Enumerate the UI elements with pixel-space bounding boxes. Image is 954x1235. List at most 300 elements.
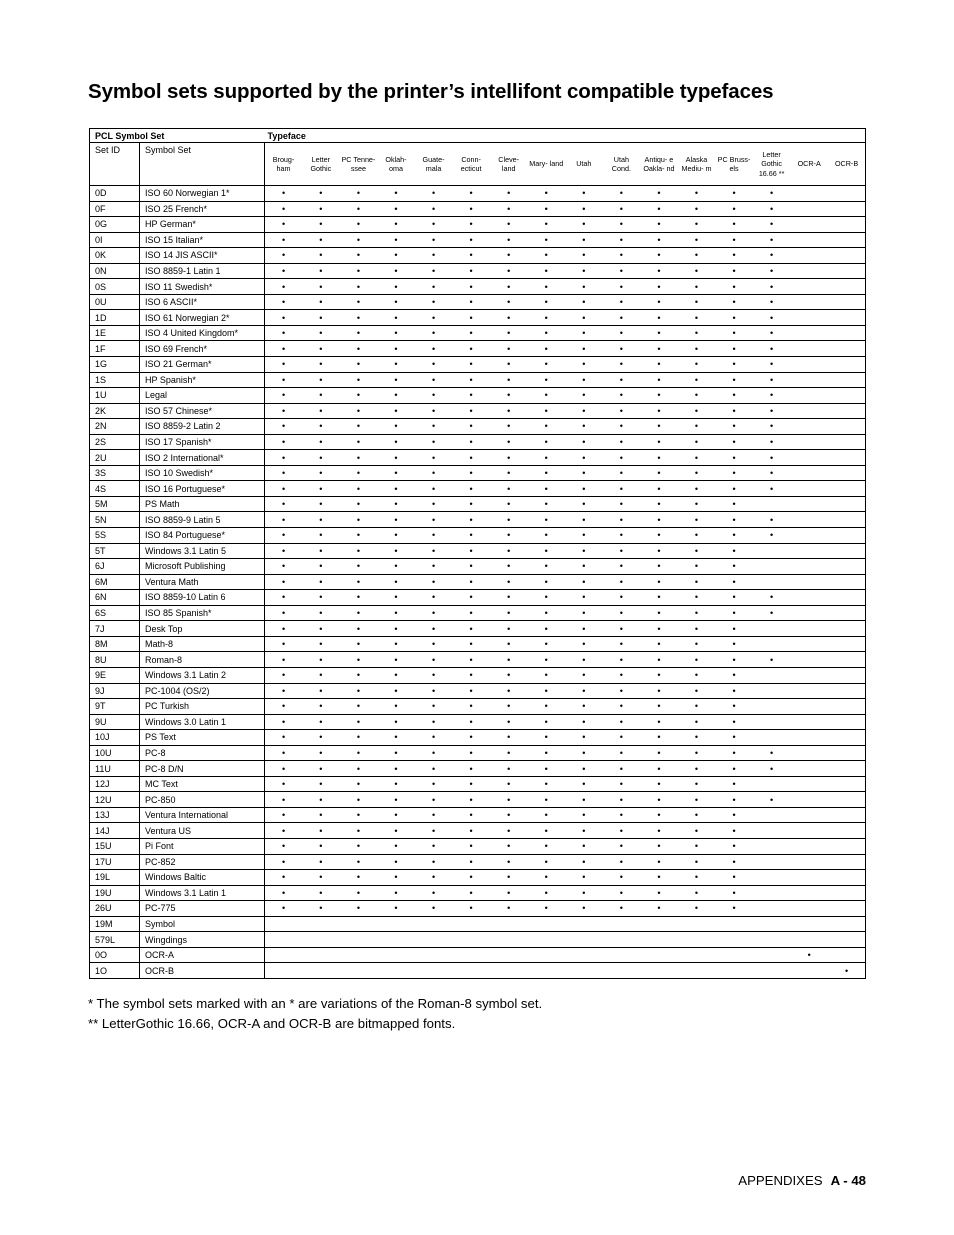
symbol-set-cell: Pi Font: [140, 838, 265, 854]
supported-bullet-cell: •: [565, 854, 603, 870]
empty-cell: [753, 963, 791, 979]
supported-bullet-cell: •: [302, 512, 340, 528]
set-id-cell: 0K: [90, 248, 140, 264]
symbol-set-cell: OCR-A: [140, 947, 265, 963]
supported-bullet-cell: •: [490, 357, 528, 373]
supported-bullet-cell: •: [753, 357, 791, 373]
supported-bullet-cell: •: [640, 590, 678, 606]
typeface-column-header: Letter Gothic 16.66 **: [753, 143, 791, 186]
supported-bullet-cell: •: [302, 854, 340, 870]
supported-bullet-cell: •: [452, 792, 490, 808]
supported-bullet-cell: •: [265, 232, 303, 248]
supported-bullet-cell: •: [753, 745, 791, 761]
supported-bullet-cell: •: [452, 496, 490, 512]
supported-bullet-cell: •: [678, 838, 716, 854]
supported-bullet-cell: •: [715, 870, 753, 886]
supported-bullet-cell: •: [715, 543, 753, 559]
supported-bullet-cell: •: [377, 854, 415, 870]
supported-bullet-cell: •: [603, 496, 641, 512]
supported-bullet-cell: •: [377, 512, 415, 528]
supported-bullet-cell: •: [603, 232, 641, 248]
supported-bullet-cell: •: [678, 357, 716, 373]
empty-cell: [790, 559, 828, 575]
supported-bullet-cell: •: [565, 310, 603, 326]
supported-bullet-cell: •: [527, 854, 565, 870]
supported-bullet-cell: •: [753, 341, 791, 357]
supported-bullet-cell: •: [415, 792, 453, 808]
supported-bullet-cell: •: [452, 450, 490, 466]
supported-bullet-cell: •: [603, 434, 641, 450]
set-id-cell: 2K: [90, 403, 140, 419]
supported-bullet-cell: •: [265, 372, 303, 388]
symbol-set-cell: Windows Baltic: [140, 870, 265, 886]
empty-cell: [790, 901, 828, 917]
typeface-column-header: PC Bruss- els: [715, 143, 753, 186]
supported-bullet-cell: •: [415, 357, 453, 373]
empty-cell: [790, 590, 828, 606]
supported-bullet-cell: •: [490, 481, 528, 497]
supported-bullet-cell: •: [302, 372, 340, 388]
empty-cell: [753, 838, 791, 854]
supported-bullet-cell: •: [715, 279, 753, 295]
empty-cell: [790, 699, 828, 715]
pcl-symbol-set-header: PCL Symbol Set: [90, 129, 265, 143]
supported-bullet-cell: •: [340, 621, 378, 637]
supported-bullet-cell: •: [527, 870, 565, 886]
supported-bullet-cell: •: [527, 217, 565, 233]
supported-bullet-cell: •: [340, 186, 378, 202]
set-id-cell: 9U: [90, 714, 140, 730]
set-id-cell: 19U: [90, 885, 140, 901]
empty-cell: [828, 730, 866, 746]
supported-bullet-cell: •: [302, 901, 340, 917]
supported-bullet-cell: •: [678, 605, 716, 621]
supported-bullet-cell: •: [753, 248, 791, 264]
supported-bullet-cell: •: [490, 621, 528, 637]
set-id-cell: 4S: [90, 481, 140, 497]
supported-bullet-cell: •: [265, 699, 303, 715]
supported-bullet-cell: •: [415, 450, 453, 466]
supported-bullet-cell: •: [377, 761, 415, 777]
supported-bullet-cell: •: [415, 730, 453, 746]
supported-bullet-cell: •: [377, 279, 415, 295]
supported-bullet-cell: •: [490, 263, 528, 279]
supported-bullet-cell: •: [340, 294, 378, 310]
supported-bullet-cell: •: [753, 652, 791, 668]
supported-bullet-cell: •: [452, 621, 490, 637]
supported-bullet-cell: •: [302, 590, 340, 606]
set-id-cell: 0F: [90, 201, 140, 217]
symbol-set-cell: PC-1004 (OS/2): [140, 683, 265, 699]
supported-bullet-cell: •: [415, 823, 453, 839]
supported-bullet-cell: •: [565, 512, 603, 528]
symbol-set-cell: PC-850: [140, 792, 265, 808]
supported-bullet-cell: •: [452, 838, 490, 854]
empty-cell: [790, 932, 828, 948]
supported-bullet-cell: •: [603, 823, 641, 839]
supported-bullet-cell: •: [565, 559, 603, 575]
empty-cell: [527, 963, 565, 979]
supported-bullet-cell: •: [753, 217, 791, 233]
table-row: [90, 419, 866, 435]
symbol-set-cell: Ventura International: [140, 807, 265, 823]
supported-bullet-cell: •: [490, 776, 528, 792]
supported-bullet-cell: •: [302, 559, 340, 575]
empty-cell: [828, 217, 866, 233]
symbol-set-cell: PS Math: [140, 496, 265, 512]
empty-cell: [828, 434, 866, 450]
empty-cell: [790, 403, 828, 419]
supported-bullet-cell: •: [302, 699, 340, 715]
supported-bullet-cell: •: [715, 776, 753, 792]
supported-bullet-cell: •: [452, 434, 490, 450]
supported-bullet-cell: •: [377, 683, 415, 699]
supported-bullet-cell: •: [340, 496, 378, 512]
set-id-cell: 2S: [90, 434, 140, 450]
supported-bullet-cell: •: [678, 341, 716, 357]
supported-bullet-cell: •: [265, 621, 303, 637]
supported-bullet-cell: •: [415, 761, 453, 777]
supported-bullet-cell: •: [565, 388, 603, 404]
supported-bullet-cell: •: [490, 450, 528, 466]
empty-cell: [753, 636, 791, 652]
supported-bullet-cell: •: [452, 636, 490, 652]
supported-bullet-cell: •: [753, 372, 791, 388]
table-row: [90, 761, 866, 777]
supported-bullet-cell: •: [603, 652, 641, 668]
empty-cell: [527, 916, 565, 932]
table-row: [90, 357, 866, 373]
empty-cell: [790, 776, 828, 792]
supported-bullet-cell: •: [377, 450, 415, 466]
supported-bullet-cell: •: [565, 403, 603, 419]
supported-bullet-cell: •: [640, 388, 678, 404]
empty-cell: [340, 947, 378, 963]
supported-bullet-cell: •: [340, 465, 378, 481]
empty-cell: [828, 496, 866, 512]
supported-bullet-cell: •: [565, 543, 603, 559]
symbol-set-cell: ISO 17 Spanish*: [140, 434, 265, 450]
supported-bullet-cell: •: [340, 528, 378, 544]
empty-cell: [828, 792, 866, 808]
empty-cell: [678, 932, 716, 948]
supported-bullet-cell: •: [565, 823, 603, 839]
supported-bullet-cell: •: [715, 232, 753, 248]
symbol-set-cell: ISO 8859-10 Latin 6: [140, 590, 265, 606]
set-id-cell: 6M: [90, 574, 140, 590]
symbol-set-cell: ISO 85 Spanish*: [140, 605, 265, 621]
supported-bullet-cell: •: [452, 901, 490, 917]
supported-bullet-cell: •: [265, 201, 303, 217]
empty-cell: [415, 932, 453, 948]
supported-bullet-cell: •: [790, 947, 828, 963]
supported-bullet-cell: •: [565, 279, 603, 295]
supported-bullet-cell: •: [753, 605, 791, 621]
supported-bullet-cell: •: [565, 325, 603, 341]
empty-cell: [790, 823, 828, 839]
supported-bullet-cell: •: [340, 870, 378, 886]
supported-bullet-cell: •: [452, 388, 490, 404]
supported-bullet-cell: •: [490, 341, 528, 357]
symbol-set-cell: Ventura US: [140, 823, 265, 839]
supported-bullet-cell: •: [452, 652, 490, 668]
supported-bullet-cell: •: [678, 434, 716, 450]
supported-bullet-cell: •: [265, 574, 303, 590]
supported-bullet-cell: •: [490, 667, 528, 683]
empty-cell: [790, 263, 828, 279]
supported-bullet-cell: •: [302, 761, 340, 777]
supported-bullet-cell: •: [340, 574, 378, 590]
supported-bullet-cell: •: [678, 496, 716, 512]
empty-cell: [790, 714, 828, 730]
empty-cell: [640, 963, 678, 979]
supported-bullet-cell: •: [302, 357, 340, 373]
table-row: [90, 683, 866, 699]
empty-cell: [452, 963, 490, 979]
empty-cell: [828, 403, 866, 419]
supported-bullet-cell: •: [302, 248, 340, 264]
empty-cell: [753, 543, 791, 559]
empty-cell: [790, 434, 828, 450]
supported-bullet-cell: •: [603, 419, 641, 435]
supported-bullet-cell: •: [415, 294, 453, 310]
supported-bullet-cell: •: [640, 450, 678, 466]
supported-bullet-cell: •: [527, 279, 565, 295]
supported-bullet-cell: •: [377, 776, 415, 792]
empty-cell: [490, 932, 528, 948]
empty-cell: [790, 279, 828, 295]
supported-bullet-cell: •: [415, 807, 453, 823]
set-id-cell: 8U: [90, 652, 140, 668]
empty-cell: [377, 963, 415, 979]
empty-cell: [265, 916, 303, 932]
supported-bullet-cell: •: [452, 372, 490, 388]
supported-bullet-cell: •: [678, 590, 716, 606]
supported-bullet-cell: •: [715, 496, 753, 512]
supported-bullet-cell: •: [715, 574, 753, 590]
symbol-set-cell: ISO 10 Swedish*: [140, 465, 265, 481]
supported-bullet-cell: •: [490, 730, 528, 746]
supported-bullet-cell: •: [452, 481, 490, 497]
empty-cell: [790, 388, 828, 404]
supported-bullet-cell: •: [527, 201, 565, 217]
supported-bullet-cell: •: [603, 325, 641, 341]
supported-bullet-cell: •: [603, 870, 641, 886]
supported-bullet-cell: •: [265, 248, 303, 264]
supported-bullet-cell: •: [640, 341, 678, 357]
empty-cell: [790, 419, 828, 435]
empty-cell: [753, 947, 791, 963]
supported-bullet-cell: •: [377, 823, 415, 839]
set-id-cell: 579L: [90, 932, 140, 948]
footnotes: [88, 994, 888, 1034]
supported-bullet-cell: •: [753, 512, 791, 528]
supported-bullet-cell: •: [678, 403, 716, 419]
supported-bullet-cell: •: [452, 745, 490, 761]
empty-cell: [715, 947, 753, 963]
supported-bullet-cell: •: [302, 388, 340, 404]
symbol-set-cell: ISO 8859-2 Latin 2: [140, 419, 265, 435]
empty-cell: [828, 636, 866, 652]
table-row: [90, 730, 866, 746]
supported-bullet-cell: •: [715, 621, 753, 637]
supported-bullet-cell: •: [527, 450, 565, 466]
supported-bullet-cell: •: [302, 838, 340, 854]
empty-cell: [790, 496, 828, 512]
table-row: [90, 465, 866, 481]
table-row: [90, 217, 866, 233]
supported-bullet-cell: •: [715, 823, 753, 839]
supported-bullet-cell: •: [265, 901, 303, 917]
supported-bullet-cell: •: [678, 776, 716, 792]
supported-bullet-cell: •: [377, 481, 415, 497]
supported-bullet-cell: •: [340, 854, 378, 870]
supported-bullet-cell: •: [715, 248, 753, 264]
table-row: [90, 652, 866, 668]
supported-bullet-cell: •: [678, 419, 716, 435]
supported-bullet-cell: •: [377, 403, 415, 419]
supported-bullet-cell: •: [377, 714, 415, 730]
supported-bullet-cell: •: [265, 279, 303, 295]
supported-bullet-cell: •: [527, 294, 565, 310]
table-row: [90, 528, 866, 544]
empty-cell: [790, 667, 828, 683]
supported-bullet-cell: •: [715, 186, 753, 202]
supported-bullet-cell: •: [678, 885, 716, 901]
empty-cell: [828, 294, 866, 310]
supported-bullet-cell: •: [565, 870, 603, 886]
supported-bullet-cell: •: [265, 559, 303, 575]
supported-bullet-cell: •: [640, 279, 678, 295]
supported-bullet-cell: •: [678, 232, 716, 248]
supported-bullet-cell: •: [715, 450, 753, 466]
supported-bullet-cell: •: [565, 465, 603, 481]
supported-bullet-cell: •: [490, 310, 528, 326]
supported-bullet-cell: •: [265, 341, 303, 357]
symbol-set-cell: PC Turkish: [140, 699, 265, 715]
supported-bullet-cell: •: [640, 574, 678, 590]
empty-cell: [828, 372, 866, 388]
supported-bullet-cell: •: [527, 776, 565, 792]
supported-bullet-cell: •: [678, 730, 716, 746]
supported-bullet-cell: •: [265, 652, 303, 668]
empty-cell: [565, 932, 603, 948]
footer-section: APPENDIXES: [738, 1173, 823, 1188]
supported-bullet-cell: •: [377, 310, 415, 326]
supported-bullet-cell: •: [640, 885, 678, 901]
supported-bullet-cell: •: [302, 325, 340, 341]
supported-bullet-cell: •: [527, 838, 565, 854]
table-row: [90, 294, 866, 310]
supported-bullet-cell: •: [302, 310, 340, 326]
supported-bullet-cell: •: [753, 325, 791, 341]
supported-bullet-cell: •: [340, 699, 378, 715]
empty-cell: [678, 916, 716, 932]
table-row: [90, 279, 866, 295]
supported-bullet-cell: •: [340, 683, 378, 699]
supported-bullet-cell: •: [490, 201, 528, 217]
supported-bullet-cell: •: [265, 730, 303, 746]
supported-bullet-cell: •: [340, 372, 378, 388]
supported-bullet-cell: •: [715, 605, 753, 621]
supported-bullet-cell: •: [377, 434, 415, 450]
supported-bullet-cell: •: [302, 465, 340, 481]
supported-bullet-cell: •: [490, 761, 528, 777]
set-id-cell: 2N: [90, 419, 140, 435]
supported-bullet-cell: •: [603, 217, 641, 233]
supported-bullet-cell: •: [452, 667, 490, 683]
set-id-cell: 10U: [90, 745, 140, 761]
empty-cell: [790, 745, 828, 761]
supported-bullet-cell: •: [302, 496, 340, 512]
empty-cell: [753, 854, 791, 870]
supported-bullet-cell: •: [490, 683, 528, 699]
table-row: [90, 636, 866, 652]
empty-cell: [715, 963, 753, 979]
supported-bullet-cell: •: [640, 325, 678, 341]
supported-bullet-cell: •: [302, 201, 340, 217]
set-id-cell: 0G: [90, 217, 140, 233]
empty-cell: [377, 916, 415, 932]
empty-cell: [828, 901, 866, 917]
set-id-cell: 5M: [90, 496, 140, 512]
supported-bullet-cell: •: [527, 232, 565, 248]
supported-bullet-cell: •: [603, 621, 641, 637]
supported-bullet-cell: •: [452, 590, 490, 606]
symbol-set-cell: ISO 6 ASCII*: [140, 294, 265, 310]
supported-bullet-cell: •: [302, 434, 340, 450]
supported-bullet-cell: •: [715, 201, 753, 217]
symbol-set-cell: ISO 8859-9 Latin 5: [140, 512, 265, 528]
supported-bullet-cell: •: [377, 372, 415, 388]
set-id-cell: 10J: [90, 730, 140, 746]
typeface-column-header: Guate- mala: [415, 143, 453, 186]
supported-bullet-cell: •: [715, 792, 753, 808]
supported-bullet-cell: •: [527, 357, 565, 373]
supported-bullet-cell: •: [527, 419, 565, 435]
symbol-set-cell: Windows 3.1 Latin 5: [140, 543, 265, 559]
empty-cell: [828, 714, 866, 730]
empty-cell: [828, 528, 866, 544]
supported-bullet-cell: •: [302, 823, 340, 839]
set-id-cell: 0O: [90, 947, 140, 963]
supported-bullet-cell: •: [490, 496, 528, 512]
empty-cell: [828, 481, 866, 497]
empty-cell: [603, 963, 641, 979]
supported-bullet-cell: •: [678, 761, 716, 777]
supported-bullet-cell: •: [603, 481, 641, 497]
empty-cell: [828, 186, 866, 202]
supported-bullet-cell: •: [490, 512, 528, 528]
supported-bullet-cell: •: [377, 574, 415, 590]
supported-bullet-cell: •: [377, 294, 415, 310]
supported-bullet-cell: •: [603, 838, 641, 854]
supported-bullet-cell: •: [565, 574, 603, 590]
empty-cell: [828, 761, 866, 777]
supported-bullet-cell: •: [340, 201, 378, 217]
supported-bullet-cell: •: [415, 496, 453, 512]
supported-bullet-cell: •: [490, 419, 528, 435]
supported-bullet-cell: •: [527, 761, 565, 777]
set-id-cell: 9E: [90, 667, 140, 683]
symbol-set-cell: ISO 11 Swedish*: [140, 279, 265, 295]
supported-bullet-cell: •: [565, 761, 603, 777]
empty-cell: [565, 916, 603, 932]
supported-bullet-cell: •: [603, 761, 641, 777]
supported-bullet-cell: •: [640, 357, 678, 373]
empty-cell: [790, 248, 828, 264]
set-id-cell: 1S: [90, 372, 140, 388]
